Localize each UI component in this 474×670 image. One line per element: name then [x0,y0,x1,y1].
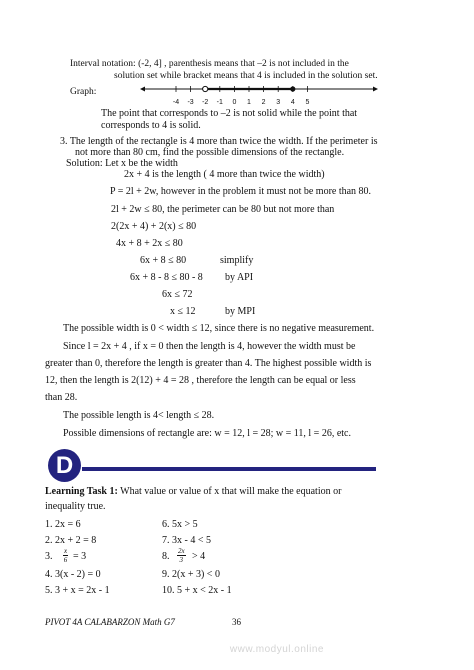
number-line-tick-label: 0 [232,99,237,106]
possible-dimensions: Possible dimensions of rectangle are: w = 12, l = 28; w = 11, l = 26, etc. [63,428,351,439]
task-item-1: 1. 2x = 6 [45,519,81,530]
number-line-tick-label: 4 [290,99,295,106]
graph-note-1: The point that corresponds to –2 is not solid while the point that [101,108,358,119]
section-divider [82,467,376,471]
fraction-denominator: 6 [63,556,68,564]
task-item-6: 6. 5x > 5 [162,519,198,530]
task-item-3-fraction [63,547,68,564]
number-line [140,80,380,110]
solution-step-9: x ≤ 12 [170,306,196,317]
number-line-left-arrow [140,87,145,92]
watermark: www.modyul.online [229,644,324,655]
task-label: Learning Task 1: [45,486,118,497]
task-item-10: 10. 5 + x < 2x - 1 [162,585,232,596]
task-question-line-2: inequality true. [45,501,106,512]
page-number: 36 [232,617,241,627]
explanation-line-3: 12, then the length is 2(12) + 4 = 28 , therefore the length can be equal or less [45,375,356,386]
number-line-tick-label: 1 [247,99,251,106]
task-item-4: 4. 3(x - 2) = 0 [45,569,101,580]
solution-step-6: 6x + 8 ≤ 80 [140,255,187,266]
interval-line-1: Interval notation: (-2, 4] , parenthesis means that –2 is not included in the [70,59,349,69]
task-item-8-rest: > 4 [192,551,206,562]
number-line-tick-label: 2 [261,99,266,106]
solution-step-7: 6x + 8 - 8 ≤ 80 - 8 [130,272,203,283]
number-line-tick-label: -1 [216,99,223,106]
solution-step-9-note: by MPI [225,306,256,317]
possible-width: The possible width is 0 < width ≤ 12, since there is no negative measurement. [63,323,375,334]
task-item-5: 5. 3 + x = 2x - 1 [45,585,110,596]
solution-step-7-note: by API [225,272,254,283]
solution-step-5: 4x + 8 + 2x ≤ 80 [116,238,183,249]
task-question-text: What value or value of x that will make the equation or [117,486,342,497]
open-point [203,86,208,91]
explanation-line-1: Since l = 2x + 4 , if x = 0 then the length is 4, however the width must be [63,341,356,352]
graph-label: Graph: [70,87,97,97]
number-line-tick-label: -2 [202,99,209,106]
possible-length: The possible length is 4< length ≤ 28. [63,410,215,421]
problem-3-line-2: not more than 80 cm, find the possible dimensions of the rectangle. [75,147,345,158]
solution-step-1: 2x + 4 is the length ( 4 more than twice the width) [124,169,325,180]
interval-line-2: solution set while bracket means that 4 is included in the solution set. [114,71,378,81]
task-item-7: 7. 3x - 4 < 5 [162,535,211,546]
task-item-9: 9. 2(x + 3) < 0 [162,569,220,580]
task-item-8-fraction [177,547,186,564]
task-item-3-number: 3. [45,551,53,562]
number-line-right-arrow [373,87,378,92]
number-line-tick-label: 3 [276,99,281,106]
task-question-line-1 [45,486,341,498]
closed-point [290,86,295,91]
footer-title: PIVOT 4A CALABARZON Math G7 [45,617,175,627]
solution-step-2: P = 2l + 2w, however in the problem it must not be more than 80. [110,186,372,197]
solution-step-8: 6x ≤ 72 [162,289,193,300]
solution-intro: Solution: Let x be the width [66,158,178,169]
fraction-denominator: 3 [179,556,184,564]
problem-3-line-1: 3. The length of the rectangle is 4 more than twice the width. If the perimeter is [60,136,378,147]
solution-step-3: 2l + 2w ≤ 80, the perimeter can be 80 but not more than [111,204,335,215]
task-item-2: 2. 2x + 2 = 8 [45,535,97,546]
number-line-tick-label: -4 [172,99,180,106]
task-item-8-number: 8. [162,551,170,562]
fraction-numerator: x [64,547,68,555]
solution-step-4: 2(2x + 4) + 2(x) ≤ 80 [111,221,197,232]
explanation-line-2: greater than 0, therefore the length is greater than 4. The highest possible width is [45,358,372,369]
number-line-tick-label: -3 [187,99,194,106]
solution-step-6-note: simplify [220,255,254,266]
explanation-line-4: than 28. [45,392,78,403]
number-line-tick-label: 5 [305,99,310,106]
graph-note-2: corresponds to 4 is solid. [101,120,201,131]
section-d-badge: D [48,449,81,482]
task-item-3-rest: = 3 [73,551,87,562]
fraction-numerator: 2x [178,547,185,555]
